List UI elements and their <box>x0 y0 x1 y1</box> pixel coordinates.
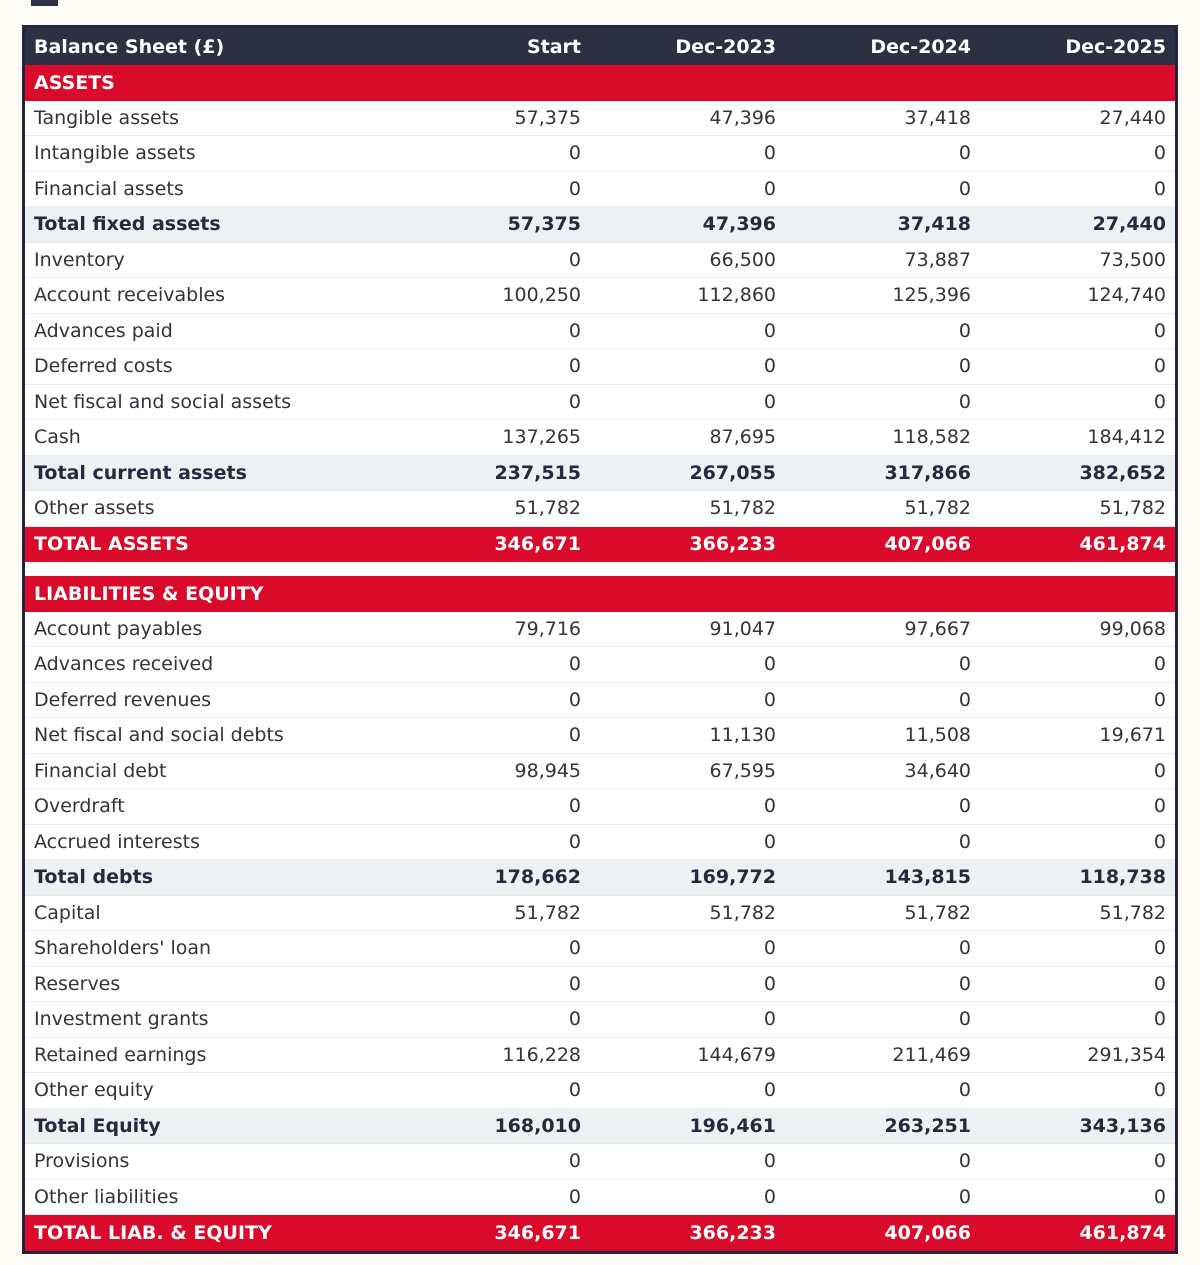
row-label: Account payables <box>34 617 203 640</box>
row-label: Total current assets <box>34 461 247 484</box>
row-label: Financial assets <box>34 177 184 200</box>
cell-value: 196,461 <box>689 1114 776 1137</box>
row-label: Deferred costs <box>34 355 173 378</box>
cell-value: 0 <box>568 653 581 676</box>
row-label: Overdraft <box>34 795 125 818</box>
table-row <box>25 172 1175 208</box>
cell-value: 0 <box>958 972 971 995</box>
row-label: Net fiscal and social assets <box>34 390 292 413</box>
cell-value: 91,047 <box>709 617 776 640</box>
row-label: Inventory <box>34 248 125 271</box>
cell-value: 407,066 <box>884 533 971 556</box>
row-label: Financial debt <box>34 759 167 782</box>
cell-value: 237,515 <box>494 461 581 484</box>
top-edge-artifact <box>31 0 58 6</box>
cell-value: 0 <box>958 653 971 676</box>
subtotal-row <box>25 456 1175 492</box>
cell-value: 0 <box>958 1185 971 1208</box>
row-label: Net fiscal and social debts <box>34 724 284 747</box>
cell-value: 0 <box>568 142 581 165</box>
row-label: Advances received <box>34 653 214 676</box>
section-gap <box>25 562 1175 576</box>
cell-value: 0 <box>958 355 971 378</box>
cell-value: 0 <box>1153 319 1166 342</box>
table-row <box>25 896 1175 932</box>
cell-value: 143,815 <box>884 866 971 889</box>
cell-value: 118,582 <box>892 426 971 449</box>
cell-value: 11,508 <box>904 724 971 747</box>
row-label: Total fixed assets <box>34 213 221 236</box>
cell-value: 0 <box>958 937 971 960</box>
row-label: Other liabilities <box>34 1185 179 1208</box>
table-row <box>25 1038 1175 1074</box>
cell-value: 461,874 <box>1079 533 1166 556</box>
row-label: Other equity <box>34 1079 154 1102</box>
cell-value: 0 <box>958 319 971 342</box>
subtotal-row <box>25 207 1175 243</box>
table-row <box>25 754 1175 790</box>
cell-value: 0 <box>958 1079 971 1102</box>
cell-value: 112,860 <box>697 284 776 307</box>
cell-value: 0 <box>568 177 581 200</box>
cell-value: 0 <box>568 1008 581 1031</box>
row-label: Provisions <box>34 1150 130 1173</box>
table-row <box>25 931 1175 967</box>
cell-value: 0 <box>568 830 581 853</box>
row-label: Retained earnings <box>34 1043 207 1066</box>
cell-value: 51,782 <box>709 901 776 924</box>
table-row <box>25 718 1175 754</box>
table-title: Balance Sheet (£) <box>34 35 225 58</box>
column-header-dec-2024: Dec-2024 <box>870 35 971 58</box>
table-row <box>25 1073 1175 1109</box>
cell-value: 0 <box>958 830 971 853</box>
row-label: Account receivables <box>34 284 226 307</box>
cell-value: 100,250 <box>502 284 581 307</box>
row-label: Capital <box>34 901 101 924</box>
cell-value: 0 <box>1153 1185 1166 1208</box>
cell-value: 27,440 <box>1099 106 1166 129</box>
table-row <box>25 491 1175 527</box>
cell-value: 382,652 <box>1079 461 1166 484</box>
cell-value: 0 <box>1153 972 1166 995</box>
table-row <box>25 385 1175 421</box>
cell-value: 37,418 <box>897 213 971 236</box>
cell-value: 0 <box>568 688 581 711</box>
cell-value: 0 <box>1153 795 1166 818</box>
cell-value: 0 <box>1153 390 1166 413</box>
cell-value: 97,667 <box>904 617 971 640</box>
table-row <box>25 1144 1175 1180</box>
cell-value: 0 <box>1153 177 1166 200</box>
cell-value: 0 <box>568 724 581 747</box>
table-row <box>25 789 1175 825</box>
cell-value: 73,500 <box>1099 248 1166 271</box>
cell-value: 0 <box>763 319 776 342</box>
cell-value: 366,233 <box>689 533 776 556</box>
table-row <box>25 683 1175 719</box>
cell-value: 0 <box>568 1150 581 1173</box>
cell-value: 366,233 <box>689 1221 776 1244</box>
row-label: Accrued interests <box>34 830 200 853</box>
cell-value: 169,772 <box>689 866 776 889</box>
cell-value: 0 <box>763 355 776 378</box>
column-header-dec-2023: Dec-2023 <box>675 35 776 58</box>
column-header-start: Start <box>526 35 581 58</box>
table-row <box>25 967 1175 1003</box>
cell-value: 0 <box>763 390 776 413</box>
balance-sheet-table <box>22 25 1178 1254</box>
cell-value: 87,695 <box>709 426 776 449</box>
cell-value: 51,782 <box>904 901 971 924</box>
row-label: Deferred revenues <box>34 688 212 711</box>
cell-value: 0 <box>763 142 776 165</box>
cell-value: 79,716 <box>514 617 581 640</box>
table-row <box>25 647 1175 683</box>
row-label: Other assets <box>34 497 155 520</box>
cell-value: 11,130 <box>709 724 776 747</box>
cell-value: 0 <box>568 319 581 342</box>
cell-value: 0 <box>958 390 971 413</box>
section-header-row <box>25 576 1175 612</box>
cell-value: 0 <box>1153 142 1166 165</box>
cell-value: 0 <box>763 830 776 853</box>
cell-value: 263,251 <box>884 1114 971 1137</box>
cell-value: 47,396 <box>702 213 776 236</box>
subtotal-row <box>25 860 1175 896</box>
cell-value: 51,782 <box>1099 901 1166 924</box>
cell-value: 19,671 <box>1099 724 1166 747</box>
cell-value: 0 <box>958 688 971 711</box>
cell-value: 0 <box>568 390 581 413</box>
cell-value: 0 <box>958 177 971 200</box>
cell-value: 144,679 <box>697 1043 776 1066</box>
table-row <box>25 314 1175 350</box>
cell-value: 0 <box>1153 937 1166 960</box>
subtotal-row <box>25 1109 1175 1145</box>
cell-value: 0 <box>763 177 776 200</box>
table-row <box>25 136 1175 172</box>
cell-value: 0 <box>1153 653 1166 676</box>
table-row <box>25 825 1175 861</box>
cell-value: 34,640 <box>904 759 971 782</box>
cell-value: 0 <box>958 1008 971 1031</box>
cell-value: 51,782 <box>514 497 581 520</box>
row-label: Reserves <box>34 972 121 995</box>
row-label: Shareholders' loan <box>34 937 212 960</box>
row-label: Cash <box>34 426 81 449</box>
cell-value: 346,671 <box>494 1221 581 1244</box>
cell-value: 211,469 <box>892 1043 971 1066</box>
cell-value: 0 <box>958 1150 971 1173</box>
cell-value: 125,396 <box>892 284 971 307</box>
cell-value: 0 <box>763 795 776 818</box>
cell-value: 27,440 <box>1092 213 1166 236</box>
row-label: TOTAL ASSETS <box>34 533 189 556</box>
cell-value: 99,068 <box>1099 617 1166 640</box>
cell-value: 0 <box>958 142 971 165</box>
cell-value: 0 <box>568 1185 581 1208</box>
cell-value: 0 <box>1153 1079 1166 1102</box>
table-row <box>25 101 1175 137</box>
cell-value: 47,396 <box>709 106 776 129</box>
table-body <box>25 65 1175 1251</box>
row-label: Investment grants <box>34 1008 209 1031</box>
cell-value: 0 <box>568 1079 581 1102</box>
row-label: TOTAL LIAB. & EQUITY <box>34 1221 272 1244</box>
row-label: Advances paid <box>34 319 173 342</box>
table-header-row <box>25 28 1175 65</box>
cell-value: 267,055 <box>689 461 776 484</box>
cell-value: 0 <box>568 972 581 995</box>
column-header-dec-2025: Dec-2025 <box>1065 35 1166 58</box>
cell-value: 137,265 <box>502 426 581 449</box>
cell-value: 0 <box>568 937 581 960</box>
cell-value: 0 <box>763 1185 776 1208</box>
cell-value: 0 <box>568 355 581 378</box>
table-row <box>25 1002 1175 1038</box>
row-label: LIABILITIES & EQUITY <box>34 582 264 605</box>
cell-value: 66,500 <box>709 248 776 271</box>
cell-value: 343,136 <box>1079 1114 1166 1137</box>
cell-value: 0 <box>1153 830 1166 853</box>
cell-value: 0 <box>568 795 581 818</box>
cell-value: 317,866 <box>884 461 971 484</box>
row-label: Total debts <box>34 866 154 889</box>
row-label: Intangible assets <box>34 142 196 165</box>
cell-value: 407,066 <box>884 1221 971 1244</box>
cell-value: 51,782 <box>1099 497 1166 520</box>
cell-value: 0 <box>763 688 776 711</box>
cell-value: 51,782 <box>709 497 776 520</box>
cell-value: 0 <box>1153 688 1166 711</box>
table-row <box>25 278 1175 314</box>
table-row <box>25 1180 1175 1216</box>
cell-value: 0 <box>763 1008 776 1031</box>
table-row <box>25 243 1175 279</box>
grand-total-row <box>25 1215 1175 1251</box>
cell-value: 461,874 <box>1079 1221 1166 1244</box>
cell-value: 0 <box>1153 759 1166 782</box>
cell-value: 0 <box>568 248 581 271</box>
cell-value: 0 <box>1153 1150 1166 1173</box>
cell-value: 346,671 <box>494 533 581 556</box>
cell-value: 0 <box>763 1079 776 1102</box>
cell-value: 37,418 <box>904 106 971 129</box>
cell-value: 0 <box>1153 1008 1166 1031</box>
cell-value: 291,354 <box>1087 1043 1166 1066</box>
cell-value: 0 <box>958 795 971 818</box>
row-label: ASSETS <box>34 71 115 94</box>
cell-value: 124,740 <box>1087 284 1166 307</box>
cell-value: 51,782 <box>514 901 581 924</box>
cell-value: 0 <box>763 1150 776 1173</box>
cell-value: 51,782 <box>904 497 971 520</box>
table-row <box>25 420 1175 456</box>
cell-value: 57,375 <box>507 213 581 236</box>
cell-value: 67,595 <box>709 759 776 782</box>
cell-value: 73,887 <box>904 248 971 271</box>
row-label: Tangible assets <box>34 106 180 129</box>
cell-value: 168,010 <box>494 1114 581 1137</box>
cell-value: 178,662 <box>494 866 581 889</box>
cell-value: 116,228 <box>502 1043 581 1066</box>
cell-value: 118,738 <box>1079 866 1166 889</box>
cell-value: 0 <box>763 937 776 960</box>
table-row <box>25 612 1175 648</box>
cell-value: 0 <box>763 653 776 676</box>
section-header-row <box>25 65 1175 101</box>
table-row <box>25 349 1175 385</box>
cell-value: 57,375 <box>514 106 581 129</box>
cell-value: 184,412 <box>1087 426 1166 449</box>
cell-value: 98,945 <box>514 759 581 782</box>
cell-value: 0 <box>1153 355 1166 378</box>
row-label: Total Equity <box>34 1114 161 1137</box>
cell-value: 0 <box>763 972 776 995</box>
grand-total-row <box>25 527 1175 563</box>
